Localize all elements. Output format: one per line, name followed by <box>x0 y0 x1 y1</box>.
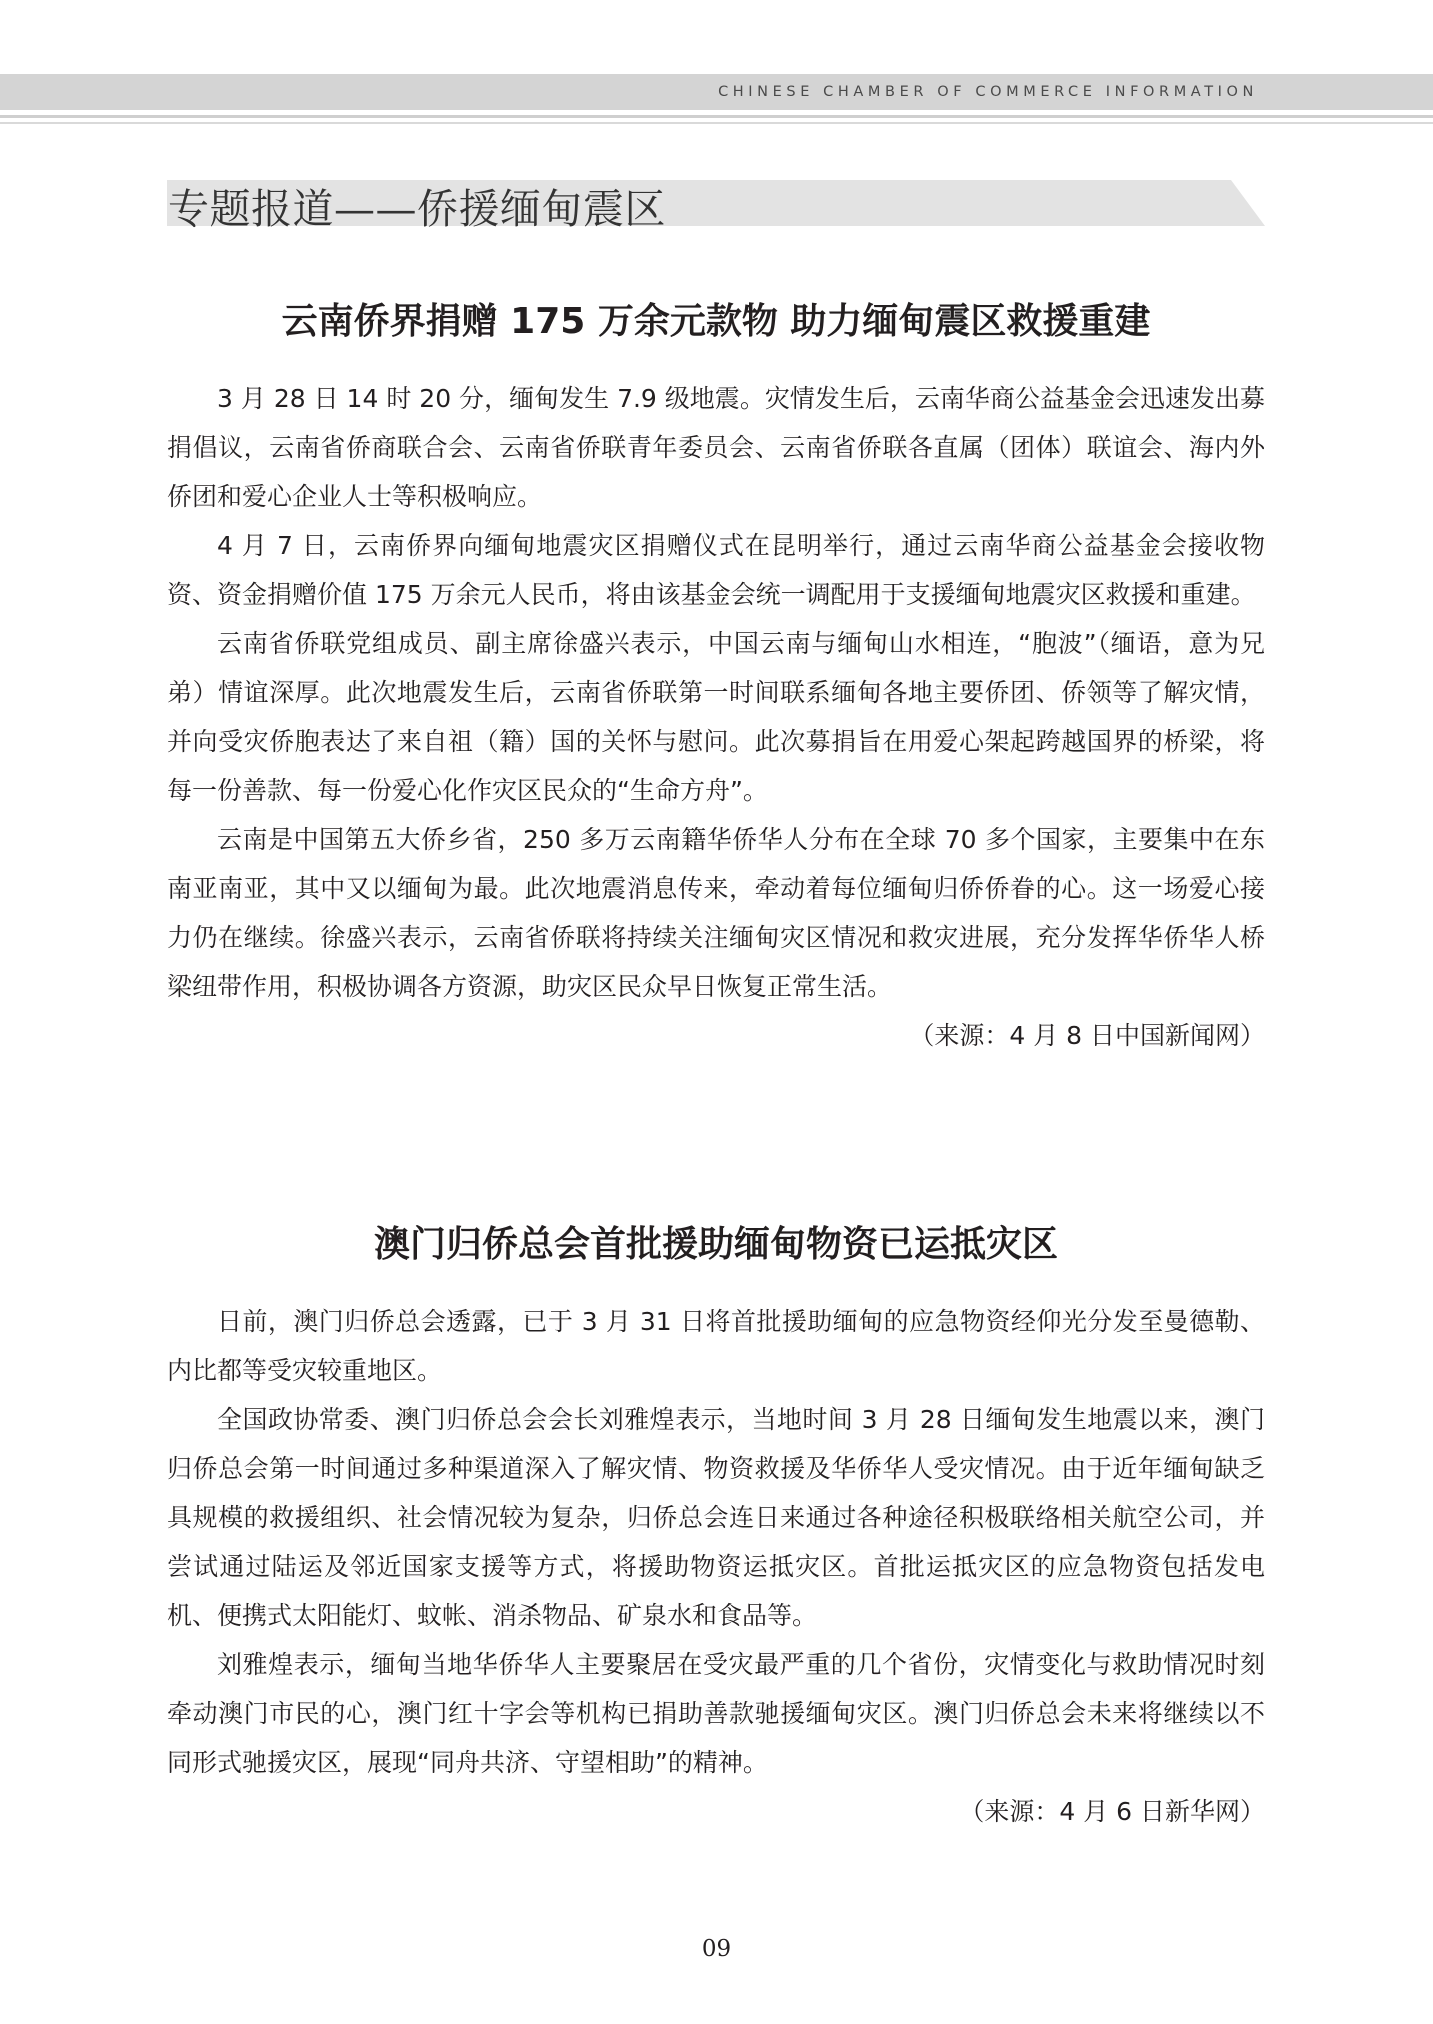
article-paragraph: 云南省侨联党组成员、副主席徐盛兴表示，中国云南与缅甸山水相连，“胞波”（缅语，意为兄弟）情谊深厚。此次地震发生后，云南省侨联第一时间联系缅甸各地主要侨团、侨领等了解灾情，并向受灾侨胞表达了来自祖（籍）国的关怀与慰问。此次募捐旨在用爱心架起跨越国界的桥梁，将每一份善款、每一份爱心化作灾区民众的“生命方舟”。 <box>167 629 1265 805</box>
article <box>167 296 1265 1060</box>
publication-name: CHINESE CHAMBER OF COMMERCE INFORMATION <box>718 84 1258 100</box>
article-paragraph: 3 月 28 日 14 时 20 分，缅甸发生 7.9 级地震。灾情发生后，云南华商公益基金会迅速发出募捐倡议，云南省侨商联合会、云南省侨联青年委员会、云南省侨联各直属（团体）联谊会、海内外侨团和爱心企业人士等积极响应。 <box>167 384 1265 511</box>
article-paragraph: 4 月 7 日，云南侨界向缅甸地震灾区捐赠仪式在昆明举行，通过云南华商公益基金会接收物资、资金捐赠价值 175 万余元人民币，将由该基金会统一调配用于支援缅甸地震灾区救援和重建。 <box>167 531 1265 609</box>
article-title: 澳门归侨总会首批援助缅甸物资已运抵灾区 <box>373 1224 1058 1265</box>
article-paragraph: 全国政协常委、澳门归侨总会会长刘雅煌表示，当地时间 3 月 28 日缅甸发生地震以来，澳门归侨总会第一时间通过多种渠道深入了解灾情、物资救援及华侨华人受灾情况。由于近年缅甸缺乏具规模的救援组织、社会情况较为复杂，归侨总会连日来通过各种途径积极联络相关航空公司，并尝试通过陆运及邻近国家支援等方式，将援助物资运抵灾区。首批运抵灾区的应急物资包括发电机、便携式太阳能灯、蚊帐、消杀物品、矿泉水和食品等。 <box>167 1405 1265 1630</box>
header-divider <box>0 115 1433 118</box>
article-source: （来源：4 月 8 日中国新闻网） <box>909 1021 1265 1050</box>
article-paragraph: 日前，澳门归侨总会透露，已于 3 月 31 日将首批援助缅甸的应急物资经仰光分发至曼德勒、内比都等受灾较重地区。 <box>167 1307 1265 1385</box>
article-title: 云南侨界捐赠 175 万余元款物 助力缅甸震区救援重建 <box>281 301 1151 342</box>
article-source: （来源：4 月 6 日新华网） <box>959 1797 1265 1826</box>
article-paragraph: 云南是中国第五大侨乡省，250 多万云南籍华侨华人分布在全球 70 多个国家，主要集中在东南亚南亚，其中又以缅甸为最。此次地震消息传来，牵动着每位缅甸归侨侨眷的心。这一场爱心接力仍在继续。徐盛兴表示，云南省侨联将持续关注缅甸灾区情况和救灾进展，充分发挥华侨华人桥梁纽带作用，积极协调各方资源，助灾区民众早日恢复正常生活。 <box>167 825 1265 1001</box>
article <box>167 1219 1265 1836</box>
article-paragraph: 刘雅煌表示，缅甸当地华侨华人主要聚居在受灾最严重的几个省份，灾情变化与救助情况时刻牵动澳门市民的心，澳门红十字会等机构已捐助善款驰援缅甸灾区。澳门归侨总会未来将继续以不同形式驰援灾区，展现“同舟共济、守望相助”的精神。 <box>167 1650 1265 1777</box>
page-number: 09 <box>701 1936 732 1962</box>
section-title: 专题报道——侨援缅甸震区 <box>168 185 666 233</box>
header-divider <box>0 122 1433 124</box>
